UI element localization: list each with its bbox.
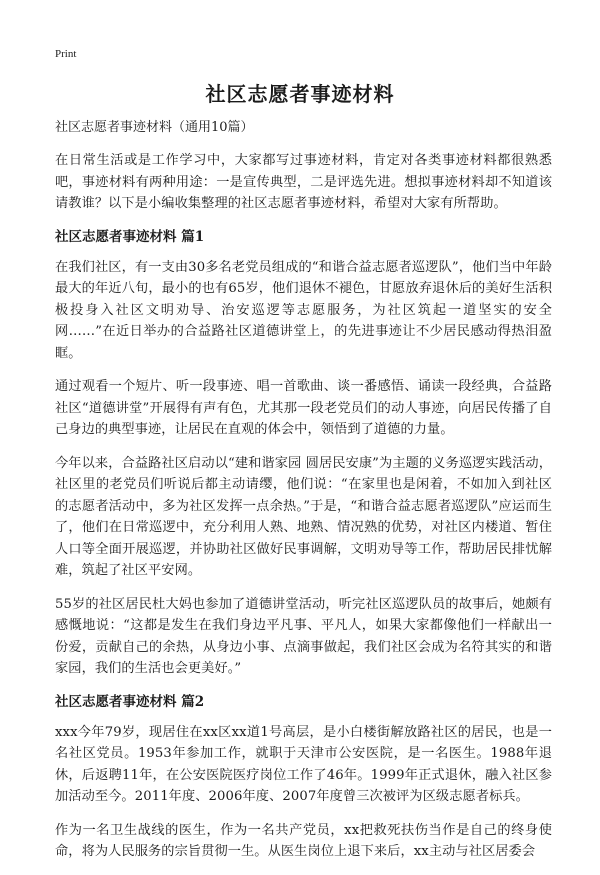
- section-heading-1: 社区志愿者事迹材料 篇1: [55, 228, 205, 245]
- section-2-paragraph-1: xxx今年79岁，现居住在xx区xx道1号高层，是小白楼街解放路社区的居民，也是一名社区党员。1953年参加工作，就职于天津市公安医院，是一名医生。1988年退休，后返聘11年，在公安医院医疗岗位工作了46年。1999年正式退休，融入社区参加活动至今。2011年度、2006年度、2007年度曾三次被评为区级志愿者标兵。: [55, 724, 552, 804]
- document-body: [55, 118, 552, 875]
- intro-paragraph: 在日常生活或是工作学习中，大家都写过事迹材料，肯定对各类事迹材料都很熟悉吧，事迹材料有两种用途：一是宣传典型，二是评选先进。想拟事迹材料却不知道该请教谁？以下是小编收集整理的社区志愿者事迹材料，希望对大家有所帮助。: [55, 153, 552, 211]
- page-title: 社区志愿者事迹材料: [205, 82, 395, 106]
- print-link[interactable]: Print: [55, 48, 77, 60]
- section-1-paragraph-4: 55岁的社区居民杜大妈也参加了道德讲堂活动，听完社区巡逻队员的故事后，她颇有感慨地说：“这都是发生在我们身边平凡事、平凡人，如果大家都像他们一样献出一份爱，贡献自己的余热，从身边小事、点滴事做起，我们社区会成为名符其实的和谐家园，我们的生活也会更美好。”: [55, 596, 552, 676]
- document-subtitle: 社区志愿者事迹材料（通用10篇）: [55, 120, 254, 135]
- section-1-paragraph-2: 通过观看一个短片、听一段事迹、唱一首歌曲、谈一番感悟、诵读一段经典，合益路社区“道德讲堂”开展得有声有色，尤其那一段老党员们的动人事迹，向居民传播了自己身边的典型事迹，让居民在直观的体会中，领悟到了道德的力量。: [55, 379, 552, 437]
- section-1-paragraph-1: 在我们社区，有一支由30多名老党员组成的“和谐合益志愿者巡逻队”，他们当中年龄最大的年近八旬，最小的也有65岁，他们退休不褪色，甘愿放弃退休后的美好生活积极投身入社区文明劝导、治安巡逻等志愿服务，为社区筑起一道坚实的安全网……”在近日举办的合益路社区道德讲堂上，的先进事迹让不少居民感动得热泪盈眶。: [55, 259, 552, 361]
- section-heading-2: 社区志愿者事迹材料 篇2: [55, 693, 205, 710]
- section-1-paragraph-3: 今年以来，合益路社区启动以“建和谐家园 圆居民安康”为主题的义务巡逻实践活动，社区里的老党员们听说后都主动请缨，他们说：“在家里也是闲着，不如加入到社区的志愿者活动中，多为社区发挥一点余热。”于是，“和谐合益志愿者巡逻队”应运而生了，他们在日常巡逻中，充分利用人熟、地熟、情况熟的优势，对社区内楼道、暂住人口等全面开展巡逻，并协助社区做好民事调解，文明劝导等工作，帮助居民排忧解难，筑起了社区平安网。: [55, 455, 552, 578]
- section-2-paragraph-2: 作为一名卫生战线的医生，作为一名共产党员，xx把救死扶伤当作是自己的终身使命，将为人民服务的宗旨贯彻一生。从医生岗位上退下来后，xx主动与社区居委会: [55, 822, 552, 859]
